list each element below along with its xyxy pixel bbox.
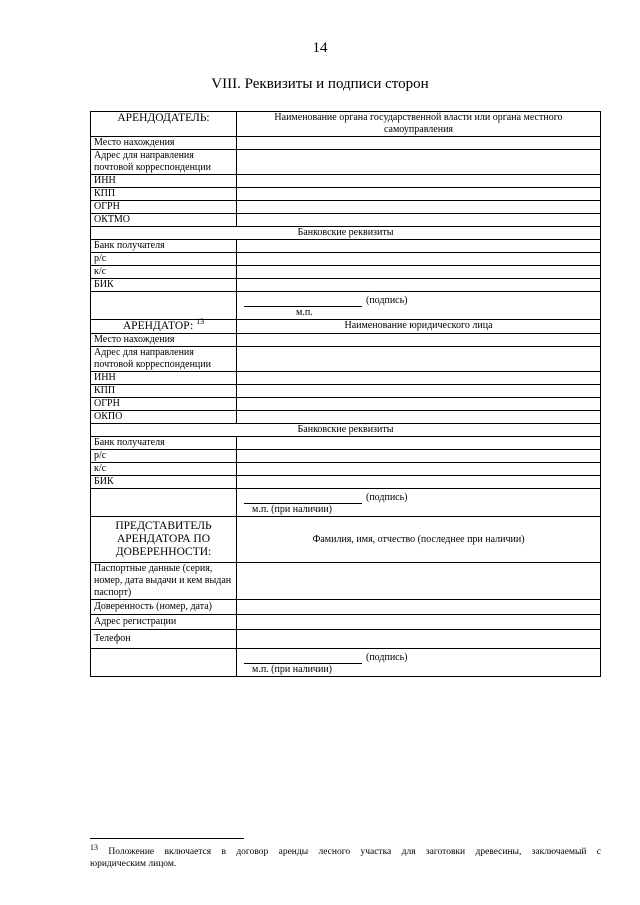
field-label: Доверенность (номер, дата): [91, 600, 237, 615]
field-label: КПП: [91, 188, 237, 201]
table-row: [91, 214, 601, 227]
signature-row: [91, 489, 601, 517]
field-value[interactable]: [237, 615, 601, 630]
field-label: ОГРН: [91, 201, 237, 214]
tenant-heading-cell: [91, 317, 237, 334]
requisites-table: [90, 111, 601, 677]
table-row: [91, 188, 601, 201]
table-row: [91, 253, 601, 266]
table-row: [91, 137, 601, 150]
signature-label: (подпись): [366, 492, 408, 503]
field-value[interactable]: [237, 372, 601, 385]
representative-signature-block[interactable]: [237, 649, 601, 677]
section-title: VIII. Реквизиты и подписи сторон: [211, 76, 429, 92]
field-value[interactable]: [237, 137, 601, 150]
stamp-label: м.п. (при наличии): [252, 504, 332, 515]
representative-header-row: [91, 517, 601, 563]
table-row: [91, 450, 601, 463]
table-row: [91, 201, 601, 214]
signature-blank: [91, 292, 237, 320]
table-row: [91, 398, 601, 411]
table-row: [91, 630, 601, 649]
table-row: [91, 563, 601, 600]
bank-heading-row: [91, 227, 601, 240]
table-row: [91, 334, 601, 347]
stamp-label: м.п. (при наличии): [252, 664, 332, 675]
footnote-separator: [90, 838, 244, 839]
table-row: [91, 476, 601, 489]
stamp-label: м.п.: [296, 307, 313, 318]
field-value[interactable]: [237, 437, 601, 450]
representative-heading: ПРЕДСТАВИТЕЛЬ АРЕНДАТОРА ПО ДОВЕРЕННОСТИ:: [91, 517, 237, 563]
table-row: [91, 175, 601, 188]
field-value[interactable]: [237, 266, 601, 279]
field-label: Банк получателя: [91, 240, 237, 253]
table-row: [91, 279, 601, 292]
landlord-heading-right: Наименование органа государственной власти или органа местного самоуправления: [237, 112, 601, 137]
signature-label: (подпись): [366, 295, 408, 306]
bank-heading: Банковские реквизиты: [91, 424, 601, 437]
table-row: [91, 615, 601, 630]
table-row: [91, 347, 601, 372]
table-row: [91, 266, 601, 279]
table-row: [91, 372, 601, 385]
field-label: Паспортные данные (серия, номер, дата выдачи и кем выдан паспорт): [91, 563, 237, 600]
table-row: [91, 463, 601, 476]
field-value[interactable]: [237, 385, 601, 398]
field-label: Адрес регистрации: [91, 615, 237, 630]
field-label: Место нахождения: [91, 334, 237, 347]
field-value[interactable]: [237, 253, 601, 266]
table-row: [91, 411, 601, 424]
landlord-signature-block[interactable]: [237, 292, 601, 320]
field-label: Место нахождения: [91, 137, 237, 150]
field-label: Телефон: [91, 630, 237, 649]
signature-line: [244, 654, 362, 664]
field-label: БИК: [91, 279, 237, 292]
field-label: к/с: [91, 266, 237, 279]
field-value[interactable]: [237, 240, 601, 253]
footnote-text-line2: юридическим лицом.: [90, 859, 177, 869]
field-label: Банк получателя: [91, 437, 237, 450]
field-label: ОКПО: [91, 411, 237, 424]
table-row: [91, 600, 601, 615]
landlord-heading: АРЕНДОДАТЕЛЬ:: [91, 112, 237, 137]
tenant-heading: АРЕНДАТОР:: [122, 320, 194, 332]
tenant-signature-block[interactable]: [237, 489, 601, 517]
representative-heading-right: Фамилия, имя, отчество (последнее при наличии): [237, 517, 601, 563]
field-value[interactable]: [237, 563, 601, 600]
bank-heading-row: [91, 424, 601, 437]
signature-line: [244, 494, 362, 504]
table-row: [91, 240, 601, 253]
table-row: [91, 150, 601, 175]
field-value[interactable]: [237, 347, 601, 372]
field-label: ОКТМО: [91, 214, 237, 227]
footnote-number: 13: [90, 842, 98, 852]
field-label: р/с: [91, 253, 237, 266]
field-label: ИНН: [91, 372, 237, 385]
field-value[interactable]: [237, 150, 601, 175]
field-value[interactable]: [237, 201, 601, 214]
signature-blank: [91, 649, 237, 677]
field-value[interactable]: [237, 188, 601, 201]
footnote: [90, 842, 601, 870]
signature-line: [244, 297, 362, 307]
landlord-header-row: [91, 112, 601, 137]
bank-heading: Банковские реквизиты: [91, 227, 601, 240]
table-row: [91, 437, 601, 450]
signature-blank: [91, 489, 237, 517]
field-value[interactable]: [237, 279, 601, 292]
field-label: р/с: [91, 450, 237, 463]
field-value[interactable]: [237, 600, 601, 615]
field-label: ИНН: [91, 175, 237, 188]
field-value[interactable]: [237, 398, 601, 411]
field-label: БИК: [91, 476, 237, 489]
signature-row: [91, 649, 601, 677]
field-value[interactable]: [237, 630, 601, 649]
tenant-header-row: [91, 320, 601, 334]
tenant-heading-right: Наименование юридического лица: [237, 320, 601, 334]
signature-label: (подпись): [366, 652, 408, 663]
footnote-text-line1: Положение включается в договор аренды лесного участка для заготовки древесины, заключаемый с: [108, 847, 601, 857]
signature-row: [91, 292, 601, 320]
field-label: КПП: [91, 385, 237, 398]
page-number: 14: [312, 40, 328, 56]
table-row: [91, 385, 601, 398]
footnote-ref: 13: [196, 317, 205, 327]
field-label: Адрес для направления почтовой корреспонденции: [91, 150, 237, 175]
field-value[interactable]: [237, 450, 601, 463]
field-value[interactable]: [237, 334, 601, 347]
field-label: к/с: [91, 463, 237, 476]
field-value[interactable]: [237, 214, 601, 227]
field-label: ОГРН: [91, 398, 237, 411]
field-value[interactable]: [237, 463, 601, 476]
field-value[interactable]: [237, 411, 601, 424]
field-label: Адрес для направления почтовой корреспонденции: [91, 347, 237, 372]
field-value[interactable]: [237, 175, 601, 188]
field-value[interactable]: [237, 476, 601, 489]
